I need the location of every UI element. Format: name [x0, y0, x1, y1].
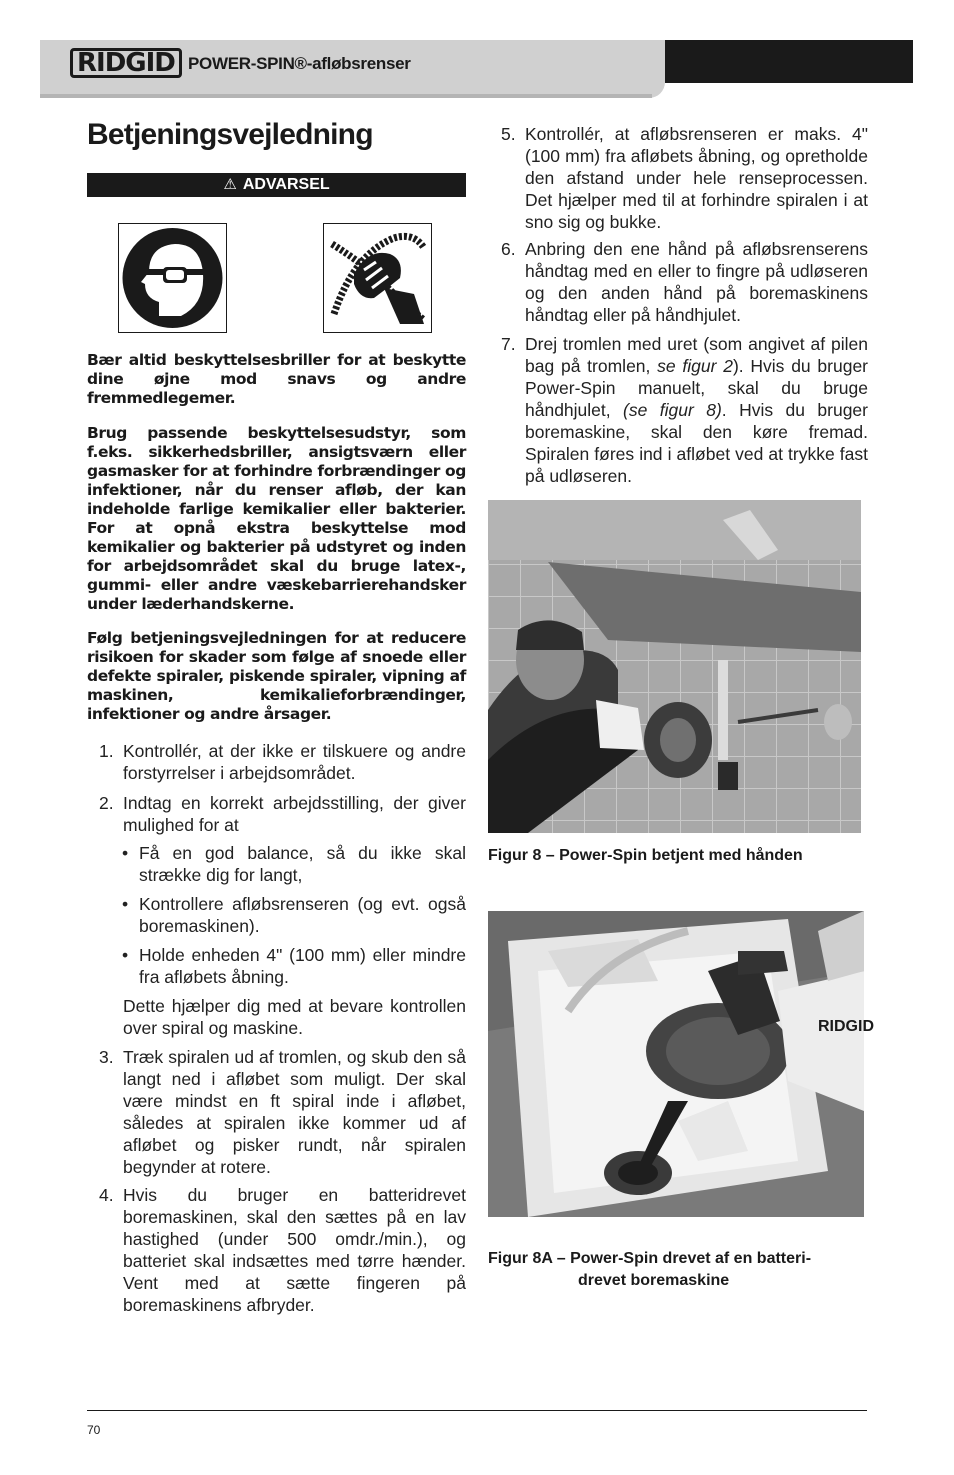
figure-8-caption: Figur 8 – Power-Spin betjent med hånden — [488, 847, 803, 864]
figure-8a-caption-line-2: drevet boremaskine — [578, 1272, 730, 1289]
step-text-part: Drej tromlen med uret (som angivet af pilen bag på tromlen, — [525, 334, 868, 376]
step-text: Træk spiralen ud af tromlen, og skub den så langt ned i afløbet som muligt. Der skal være mindst en ft spiral inde i afløbet, således at spiralen ikke kommer ud af afløbet og pisker rundt, når spiralen begynder at rotere. — [123, 1047, 466, 1177]
safety-glasses-icon — [118, 223, 227, 333]
step-text-part: . Hvis du bruger boremaskine, skal den køre fremad. Spiralen føres ind i afløbet ved at trykke fast på udløseren. — [525, 400, 868, 486]
step-number: 7. — [501, 334, 516, 354]
bullet-dot: • — [122, 945, 129, 965]
bullet-dot: • — [122, 894, 129, 914]
warning-eye-protection: Bær altid beskyttelsesbriller for at beskytte dine øjne mod snavs og andre fremmedlegemer. — [87, 351, 466, 407]
page-title: Betjeningsvejledning — [87, 118, 373, 151]
step-text: Anbring den ene hånd på afløbsrenserens håndtag med en eller to fingre på udløseren og den anden hånd på boremaskinens håndtag eller på håndhjulet. — [525, 239, 868, 325]
step-2-note: Dette hjælper dig med at bevare kontrollen over spiral og maskine. — [123, 996, 466, 1038]
bullet-dot: • — [122, 843, 129, 863]
bullet-text: Kontrollere afløbsrenseren (og evt. også boremaskinen). — [139, 894, 466, 936]
step-text-part: ). Hvis du bruger Power-Spin manuelt, skal du bruge håndhjulet, — [525, 356, 869, 420]
header-title: POWER-SPIN®-afløbsrenser — [188, 54, 411, 73]
step-text: Indtag en korrekt arbejdsstilling, der giver mulighed for at — [123, 793, 466, 835]
warning-triangle-icon: ⚠ — [223, 176, 237, 193]
header-underline — [40, 94, 652, 98]
figure-reference: se figur 2 — [657, 356, 733, 376]
step-text: Hvis du bruger en batteridrevet boremaskinen, skal den sættes på en lav hastighed (under 500 omdr./min.), og batteriet skal indsættes med tørre hænder. Vent med at sætte fingeren på boremaskinens afbryder. — [123, 1185, 466, 1315]
step-number: 2. — [99, 793, 114, 813]
entanglement-hazard-icon — [323, 223, 432, 333]
figure-8a-caption-line-1: Figur 8A – Power-Spin drevet af en batteri- — [488, 1250, 812, 1267]
warning-follow-instructions: Følg betjeningsvejledningen for at reducere risikoen for skader som følge af snoede eller defekte spiraler, piskende spiraler, vipning af maskinen, kemikalieforbrændinger, infektioner og andre årsager. — [87, 629, 466, 723]
step-number: 1. — [99, 741, 114, 761]
warning-banner — [87, 173, 466, 197]
step-number: 3. — [99, 1047, 114, 1067]
header-dark-block — [665, 40, 913, 83]
glove-brand-text: RIDGID — [818, 1018, 874, 1035]
step-number: 5. — [501, 124, 516, 144]
figure-reference: (se figur 8) — [623, 400, 722, 420]
step-text — [525, 333, 868, 487]
step-text: Kontrollér, at der ikke er tilskuere og andre forstyrrelser i arbejdsområdet. — [123, 741, 466, 783]
page-number: 70 — [87, 1423, 101, 1437]
step-number: 6. — [501, 239, 516, 259]
bullet-text: Få en god balance, så du ikke skal strække dig for langt, — [139, 843, 466, 885]
figure-8-photo — [488, 500, 861, 833]
ridgid-logo: RIDGID — [70, 48, 182, 78]
footer-divider — [87, 1410, 867, 1411]
warning-protective-equipment: Brug passende beskyttelsesudstyr, som f.eks. sikkerhedsbriller, ansigtsværn eller gasmasker for at forhindre forbrændinger og infektioner, når du renser afløb, der kan indeholde farlige kemikalier eller bakterier. For at opnå ekstra beskyttelse mod kemikalier og bakterier på udstyret og inden for arbejdsområdet skal du bruge latex-, gummi- eller andre væskebarrierehandsker under læderhandskerne. — [87, 424, 466, 613]
figure-8a-photo — [488, 911, 874, 1217]
step-number: 4. — [99, 1185, 114, 1205]
warning-label: ADVARSEL — [242, 176, 330, 193]
bullet-text: Holde enheden 4" (100 mm) eller mindre fra afløbets åbning. — [139, 945, 466, 987]
step-text: Kontrollér, at afløbsrenseren er maks. 4" (100 mm) fra afløbets åbning, og opretholde den afstand under hele renseprocessen. Det hjælper med til at forhindre spiralen i at sno sig og bukke. — [525, 124, 868, 232]
